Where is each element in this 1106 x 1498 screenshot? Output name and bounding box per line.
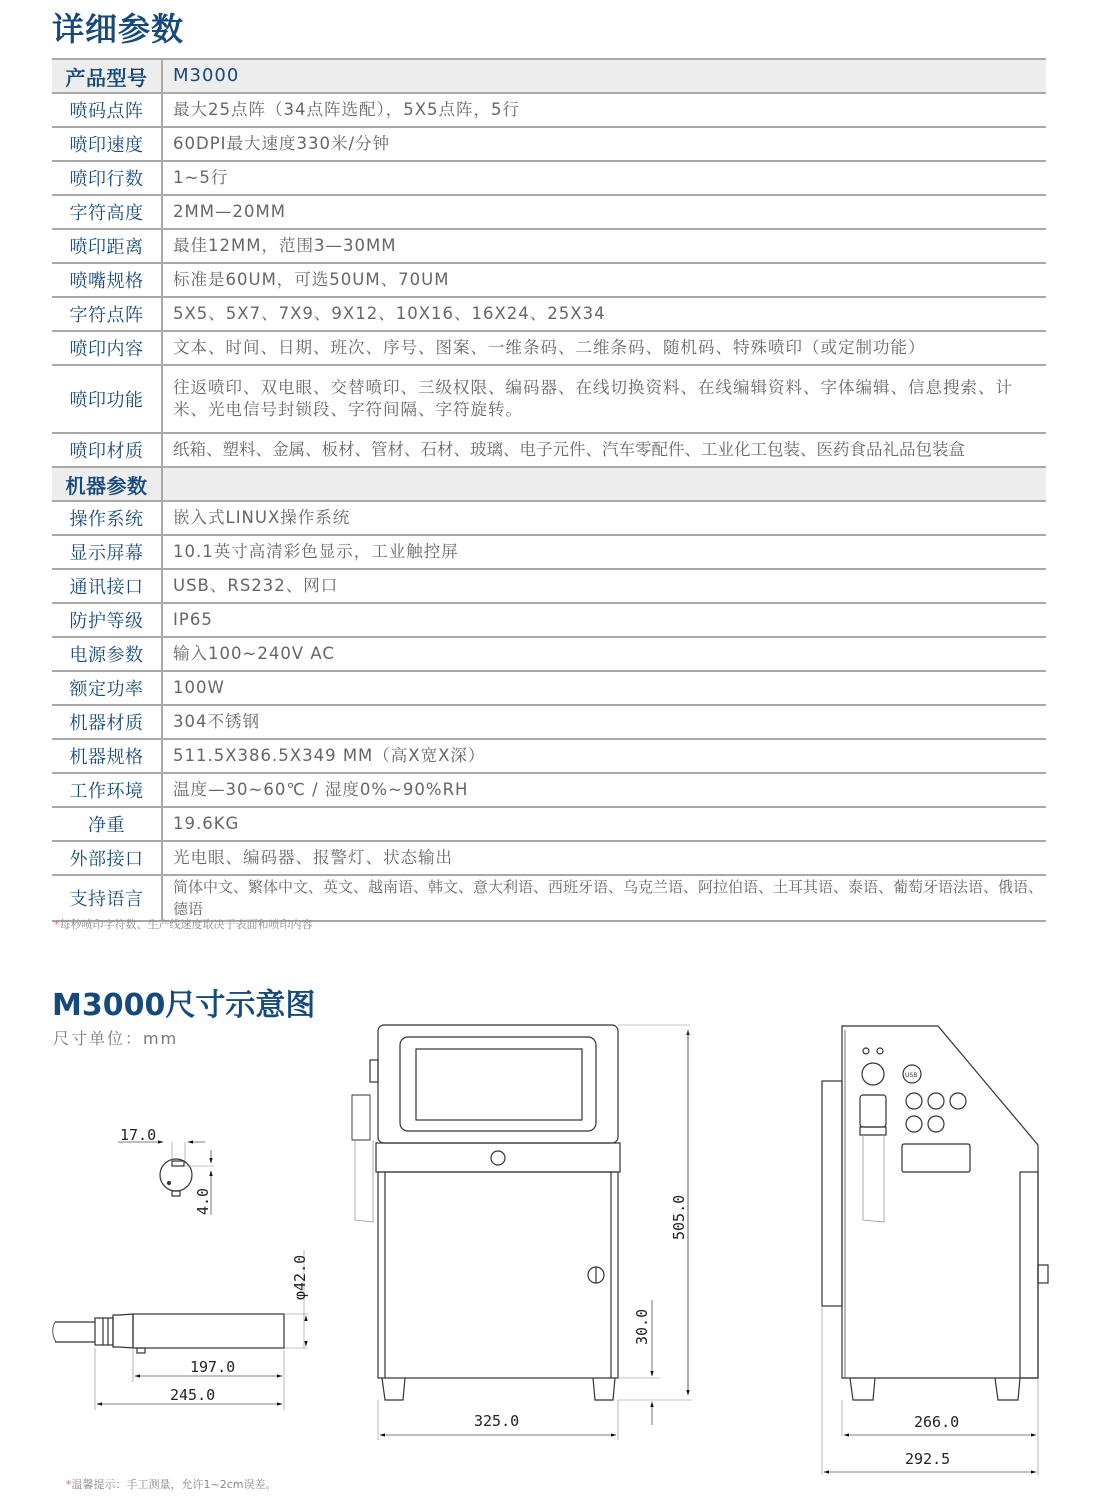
- dim-foot-height: 30.0: [633, 1308, 651, 1345]
- row-value: 温度—30~60℃ / 湿度0%~90%RH: [173, 780, 469, 799]
- dim-height: 505.0: [670, 1194, 688, 1240]
- row-value: 最佳12MM，范围3—30MM: [173, 236, 397, 255]
- row-value: 嵌入式LINUX操作系统: [173, 508, 351, 527]
- row-label: 喷印行数: [52, 161, 162, 195]
- measurement-tip: [66, 1476, 276, 1492]
- row-value: 1~5行: [173, 168, 229, 187]
- row-label: 字符高度: [52, 195, 162, 229]
- tip-mark: *: [66, 1478, 72, 1491]
- row-value: 10.1英寸高清彩色显示，工业触控屏: [173, 542, 459, 561]
- dim-tip-offset: 4.0: [194, 1187, 212, 1215]
- row-label: 喷印速度: [52, 127, 162, 161]
- row-value: 往返喷印、双电眼、交替喷印、三级权限、编码器、在线切换资料、在线编辑资料、字体编辑、信息搜索、计米、光电信号封锁段、字符间隔、字符旋转。: [173, 378, 1013, 419]
- dim-body-length: 197.0: [190, 1358, 236, 1376]
- row-label: 喷印功能: [52, 365, 162, 433]
- row-value: 标准是60UM，可选50UM、70UM: [173, 270, 450, 289]
- row-value: 60DPI最大速度330米/分钟: [173, 134, 391, 153]
- dimensions-title: M3000尺寸示意图: [52, 988, 316, 1023]
- machine-front-view: [352, 1025, 692, 1440]
- row-label: 显示屏幕: [52, 535, 162, 569]
- row-label: 喷印内容: [52, 331, 162, 365]
- dim-total-depth: 292.5: [905, 1450, 951, 1468]
- tip-text: 温馨提示：手工测量，允许1~2cm误差。: [71, 1478, 277, 1491]
- row-label: 外部接口: [52, 841, 162, 875]
- dim-total-length: 245.0: [170, 1386, 216, 1404]
- row-value: 19.6KG: [173, 814, 240, 833]
- row-label: 喷印距离: [52, 229, 162, 263]
- row-value: 511.5X386.5X349 MM（高X宽X深）: [173, 746, 486, 765]
- row-value: 简体中文、繁体中文、英文、越南语、韩文、意大利语、西班牙语、乌克兰语、阿拉伯语、土耳其语、泰语、葡萄牙语法语、俄语、德语: [173, 878, 1044, 918]
- row-label: 喷印材质: [52, 433, 162, 467]
- spec-title: 详细参数: [52, 10, 185, 48]
- row-label: 字符点阵: [52, 297, 162, 331]
- dim-depth: 266.0: [914, 1413, 960, 1431]
- row-label: 支持语言: [52, 875, 162, 921]
- section-label: 机器参数: [52, 467, 162, 501]
- row-value: 5X5、5X7、7X9、9X12、10X16、16X24、25X34: [173, 304, 606, 323]
- row-value: 最大25点阵（34点阵选配），5X5点阵，5行: [173, 100, 521, 119]
- row-label: 喷码点阵: [52, 93, 162, 127]
- footnote-mark: *: [54, 918, 60, 931]
- row-label: 机器材质: [52, 705, 162, 739]
- row-label: 操作系统: [52, 501, 162, 535]
- row-label: 喷嘴规格: [52, 263, 162, 297]
- row-value: M3000: [162, 59, 1046, 93]
- row-value: 2MM—20MM: [173, 202, 286, 221]
- row-label: 工作环境: [52, 773, 162, 807]
- row-value: 光电眼、编码器、报警灯、状态输出: [173, 848, 453, 867]
- footnote-text: 每秒喷印字符数、生产线速度取决于表面和喷印内容: [59, 918, 313, 931]
- dim-front-width: 325.0: [474, 1412, 520, 1430]
- row-label: 机器规格: [52, 739, 162, 773]
- row-label: 产品型号: [52, 59, 162, 93]
- usb-port-label: USB: [905, 1072, 918, 1079]
- row-value: 输入100~240V AC: [173, 644, 335, 663]
- dim-tip-width: 17.0: [120, 1126, 157, 1144]
- row-value: 纸箱、塑料、金属、板材、管材、石材、玻璃、电子元件、汽车零配件、工业化工包装、医药食品礼品包装盒: [173, 440, 965, 459]
- row-value: 304不锈钢: [173, 712, 260, 731]
- row-label: 额定功率: [52, 671, 162, 705]
- row-label: 通讯接口: [52, 569, 162, 603]
- unit-label: 尺寸单位：mm: [53, 1029, 179, 1048]
- row-value: 100W: [173, 678, 225, 697]
- row-label: 防护等级: [52, 603, 162, 637]
- dim-diameter: φ42.0: [291, 1254, 309, 1300]
- row-label: 净重: [52, 807, 162, 841]
- row-value: USB、RS232、网口: [173, 576, 339, 595]
- machine-side-view: [822, 1026, 1048, 1475]
- row-value: IP65: [173, 610, 213, 629]
- row-label: 电源参数: [52, 637, 162, 671]
- row-value: 文本、时间、日期、班次、序号、图案、一维条码、二维条码、随机码、特殊喷印（或定制功能）: [173, 338, 926, 357]
